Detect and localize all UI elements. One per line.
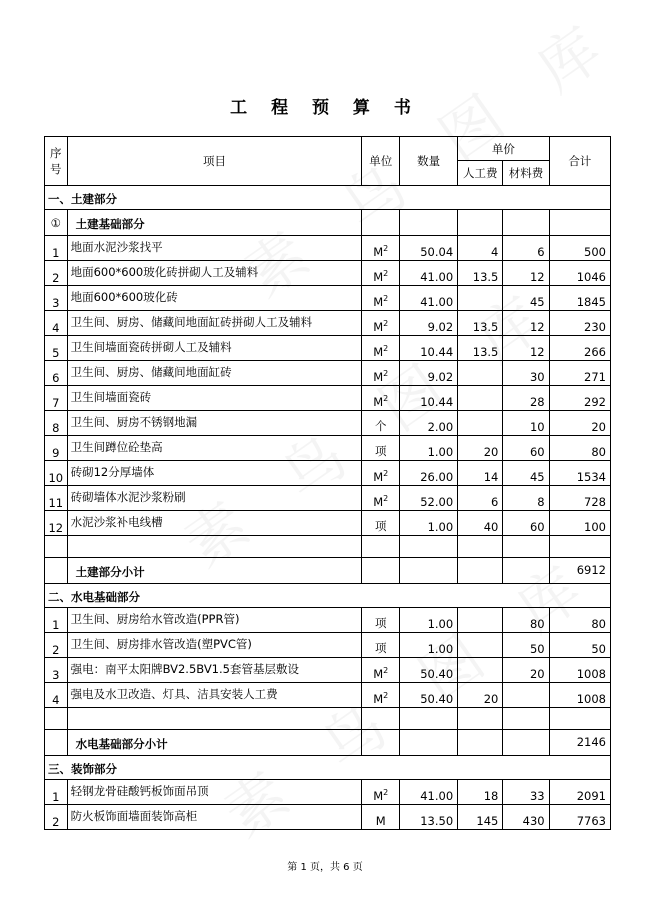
table-row (45, 511, 611, 536)
row-unit (362, 411, 400, 436)
empty-cell (362, 558, 400, 584)
row-number: 2 (45, 633, 68, 658)
section-title-row (45, 584, 611, 608)
table-row (45, 361, 611, 386)
row-unit (362, 461, 400, 486)
subsection-row (45, 210, 611, 236)
table-row (45, 386, 611, 411)
unit-label: M (375, 814, 386, 828)
table-row (45, 286, 611, 311)
row-unit (362, 261, 400, 286)
row-material: 60 (503, 436, 549, 461)
unit-label: M (373, 295, 384, 309)
row-number: 4 (45, 683, 68, 708)
row-number: 1 (45, 236, 68, 261)
row-unit (362, 236, 400, 261)
row-labor: 13.5 (458, 261, 503, 286)
row-unit (362, 805, 400, 830)
row-labor: 18 (458, 780, 503, 805)
row-qty: 10.44 (400, 336, 458, 361)
superscript-2: 2 (383, 469, 389, 479)
row-item: 卫生间墙面瓷砖 (67, 386, 362, 411)
row-unit (362, 361, 400, 386)
row-total: 100 (549, 511, 610, 536)
subtotal-value: 2146 (549, 730, 610, 756)
empty-cell (362, 536, 400, 558)
row-qty: 1.00 (400, 511, 458, 536)
row-qty: 2.00 (400, 411, 458, 436)
header-material: 材料费 (503, 161, 549, 186)
row-qty: 10.44 (400, 386, 458, 411)
row-material: 28 (503, 386, 549, 411)
empty-cell (458, 210, 503, 236)
row-unit (362, 511, 400, 536)
table-row (45, 261, 611, 286)
empty-cell (400, 730, 458, 756)
row-total: 1845 (549, 286, 610, 311)
row-total: 728 (549, 486, 610, 511)
row-item: 砖砌墙体水泥沙浆粉刷 (67, 486, 362, 511)
row-item: 卫生间、厨房、储藏间地面缸砖 (67, 361, 362, 386)
row-item: 强电及水卫改造、灯具、洁具安装人工费 (67, 683, 362, 708)
row-unit (362, 286, 400, 311)
row-number: 1 (45, 608, 68, 633)
row-material: 6 (503, 236, 549, 261)
row-unit (362, 336, 400, 361)
subtotal-value: 6912 (549, 558, 610, 584)
empty-cell (400, 558, 458, 584)
row-unit (362, 633, 400, 658)
row-unit (362, 608, 400, 633)
row-qty: 41.00 (400, 261, 458, 286)
row-number: 10 (45, 461, 68, 486)
row-material: 12 (503, 261, 549, 286)
row-labor (458, 658, 503, 683)
budget-table (44, 136, 611, 830)
row-qty: 9.02 (400, 311, 458, 336)
empty-cell (362, 730, 400, 756)
row-labor (458, 286, 503, 311)
row-number: 12 (45, 511, 68, 536)
row-labor: 13.5 (458, 311, 503, 336)
row-qty: 1.00 (400, 633, 458, 658)
subtotal-label: 土建部分小计 (67, 558, 362, 584)
row-item: 卫生间蹲位砼垫高 (67, 436, 362, 461)
empty-cell (362, 708, 400, 730)
subtotal-row (45, 730, 611, 756)
row-item: 卫生间墙面瓷砖拼砌人工及辅料 (67, 336, 362, 361)
unit-label: M (373, 470, 384, 484)
table-row (45, 336, 611, 361)
row-material: 430 (503, 805, 549, 830)
row-labor: 14 (458, 461, 503, 486)
row-labor: 145 (458, 805, 503, 830)
row-item: 卫生间、厨房给水管改造(PPR管) (67, 608, 362, 633)
row-labor: 40 (458, 511, 503, 536)
header-unit-price: 单价 (458, 137, 549, 161)
empty-cell (458, 730, 503, 756)
row-item: 地面水泥沙浆找平 (67, 236, 362, 261)
table-row (45, 411, 611, 436)
empty-cell (503, 730, 549, 756)
row-qty: 1.00 (400, 436, 458, 461)
row-labor: 6 (458, 486, 503, 511)
empty-cell (400, 708, 458, 730)
superscript-2: 2 (383, 788, 389, 798)
row-material: 45 (503, 461, 549, 486)
empty-cell (458, 708, 503, 730)
section-title: 二、水电基础部分 (45, 584, 611, 608)
superscript-2: 2 (383, 691, 389, 701)
superscript-2: 2 (383, 269, 389, 279)
row-number: 6 (45, 361, 68, 386)
row-unit (362, 658, 400, 683)
empty-cell (67, 536, 362, 558)
blank-row (45, 708, 611, 730)
unit-label: 项 (375, 444, 387, 458)
row-number: 1 (45, 780, 68, 805)
row-total: 80 (549, 608, 610, 633)
row-material: 60 (503, 511, 549, 536)
unit-label: M (373, 789, 384, 803)
table-header-row (45, 137, 611, 161)
unit-label: 项 (375, 641, 387, 655)
header-unit: 单位 (362, 137, 400, 186)
header-qty: 数量 (400, 137, 458, 186)
row-qty: 50.40 (400, 683, 458, 708)
empty-cell (400, 210, 458, 236)
table-row (45, 311, 611, 336)
row-number: 2 (45, 261, 68, 286)
table-row (45, 633, 611, 658)
row-qty: 13.50 (400, 805, 458, 830)
empty-cell (45, 708, 68, 730)
table-row (45, 805, 611, 830)
row-number: 9 (45, 436, 68, 461)
empty-cell (503, 708, 549, 730)
row-item: 强电：南平太阳牌BV2.5BV1.5套管基层敷设 (67, 658, 362, 683)
empty-cell (362, 210, 400, 236)
row-number: 7 (45, 386, 68, 411)
row-unit (362, 436, 400, 461)
row-unit (362, 311, 400, 336)
row-number: 5 (45, 336, 68, 361)
subtotal-row (45, 558, 611, 584)
unit-label: M (373, 270, 384, 284)
table-row (45, 436, 611, 461)
superscript-2: 2 (383, 369, 389, 379)
row-total: 7763 (549, 805, 610, 830)
row-material: 10 (503, 411, 549, 436)
unit-label: M (373, 395, 384, 409)
row-number: 11 (45, 486, 68, 511)
row-unit (362, 386, 400, 411)
row-material: 8 (503, 486, 549, 511)
row-total: 1008 (549, 683, 610, 708)
row-material (503, 683, 549, 708)
row-material: 33 (503, 780, 549, 805)
empty-cell (45, 536, 68, 558)
row-total: 1008 (549, 658, 610, 683)
superscript-2: 2 (383, 394, 389, 404)
superscript-2: 2 (383, 319, 389, 329)
row-qty: 50.40 (400, 658, 458, 683)
section-title: 三、装饰部分 (45, 756, 611, 780)
row-material: 12 (503, 311, 549, 336)
row-total: 500 (549, 236, 610, 261)
header-no: 序号 (45, 137, 68, 186)
row-number: 3 (45, 286, 68, 311)
row-total: 292 (549, 386, 610, 411)
superscript-2: 2 (383, 666, 389, 676)
row-item: 水泥沙浆补电线槽 (67, 511, 362, 536)
blank-row (45, 536, 611, 558)
empty-cell (458, 558, 503, 584)
row-qty: 9.02 (400, 361, 458, 386)
header-item: 项目 (67, 137, 362, 186)
subsection-number: ① (45, 210, 68, 236)
superscript-2: 2 (383, 244, 389, 254)
row-qty: 26.00 (400, 461, 458, 486)
row-qty: 1.00 (400, 608, 458, 633)
row-item: 轻钢龙骨硅酸钙板饰面吊顶 (67, 780, 362, 805)
row-item: 卫生间、厨房排水管改造(塑PVC管) (67, 633, 362, 658)
unit-label: M (373, 320, 384, 334)
row-labor (458, 633, 503, 658)
subtotal-label: 水电基础部分小计 (67, 730, 362, 756)
empty-cell (549, 536, 610, 558)
unit-label: 项 (375, 519, 387, 533)
empty-cell (400, 536, 458, 558)
row-item: 卫生间、厨房、储藏间地面缸砖拼砌人工及辅料 (67, 311, 362, 336)
section-title-row (45, 756, 611, 780)
section-title-row (45, 186, 611, 210)
section-decoration (45, 756, 611, 830)
table-row (45, 608, 611, 633)
section-plumbing-electric (45, 584, 611, 756)
unit-label: M (373, 495, 384, 509)
row-total: 80 (549, 436, 610, 461)
empty-cell (45, 558, 68, 584)
row-qty: 41.00 (400, 780, 458, 805)
table-row (45, 780, 611, 805)
row-labor (458, 386, 503, 411)
table-row (45, 486, 611, 511)
row-total: 50 (549, 633, 610, 658)
row-total: 1046 (549, 261, 610, 286)
empty-cell (549, 210, 610, 236)
unit-label: 个 (375, 419, 387, 433)
row-item: 防火板饰面墙面装饰高柜 (67, 805, 362, 830)
section-civil (45, 186, 611, 584)
row-item: 地面600*600玻化砖 (67, 286, 362, 311)
row-qty: 50.04 (400, 236, 458, 261)
empty-cell (45, 730, 68, 756)
table-row (45, 658, 611, 683)
empty-cell (503, 210, 549, 236)
row-number: 2 (45, 805, 68, 830)
row-material: 20 (503, 658, 549, 683)
unit-label: M (373, 370, 384, 384)
row-unit (362, 683, 400, 708)
row-number: 4 (45, 311, 68, 336)
page-footer: 第 1 页，共 6 页 (287, 862, 363, 873)
section-title: 一、土建部分 (45, 186, 611, 210)
row-material: 30 (503, 361, 549, 386)
row-item: 砖砌12分厚墙体 (67, 461, 362, 486)
superscript-2: 2 (383, 494, 389, 504)
table-row (45, 461, 611, 486)
row-unit (362, 486, 400, 511)
row-total: 20 (549, 411, 610, 436)
unit-label: M (373, 667, 384, 681)
row-item: 卫生间、厨房不锈钢地漏 (67, 411, 362, 436)
empty-cell (549, 708, 610, 730)
empty-cell (458, 536, 503, 558)
header-labor: 人工费 (458, 161, 503, 186)
row-labor: 20 (458, 436, 503, 461)
row-material: 45 (503, 286, 549, 311)
row-labor: 20 (458, 683, 503, 708)
row-material: 80 (503, 608, 549, 633)
subsection-title: 土建基础部分 (67, 210, 362, 236)
row-qty: 41.00 (400, 286, 458, 311)
unit-label: M (373, 245, 384, 259)
row-total: 230 (549, 311, 610, 336)
row-material: 12 (503, 336, 549, 361)
row-item: 地面600*600玻化砖拼砌人工及辅料 (67, 261, 362, 286)
unit-label: 项 (375, 616, 387, 630)
page-title: 工 程 预 算 书 (230, 98, 420, 118)
row-labor: 4 (458, 236, 503, 261)
unit-label: M (373, 345, 384, 359)
empty-cell (503, 536, 549, 558)
row-labor (458, 411, 503, 436)
row-unit (362, 780, 400, 805)
table-row (45, 236, 611, 261)
row-labor: 13.5 (458, 336, 503, 361)
unit-label: M (373, 692, 384, 706)
superscript-2: 2 (383, 344, 389, 354)
row-total: 271 (549, 361, 610, 386)
empty-cell (67, 708, 362, 730)
row-qty: 52.00 (400, 486, 458, 511)
row-labor (458, 361, 503, 386)
superscript-2: 2 (383, 294, 389, 304)
row-number: 3 (45, 658, 68, 683)
row-total: 266 (549, 336, 610, 361)
row-number: 8 (45, 411, 68, 436)
header-total: 合计 (549, 137, 610, 186)
row-material: 50 (503, 633, 549, 658)
row-labor (458, 608, 503, 633)
empty-cell (503, 558, 549, 584)
row-total: 1534 (549, 461, 610, 486)
row-total: 2091 (549, 780, 610, 805)
table-row (45, 683, 611, 708)
